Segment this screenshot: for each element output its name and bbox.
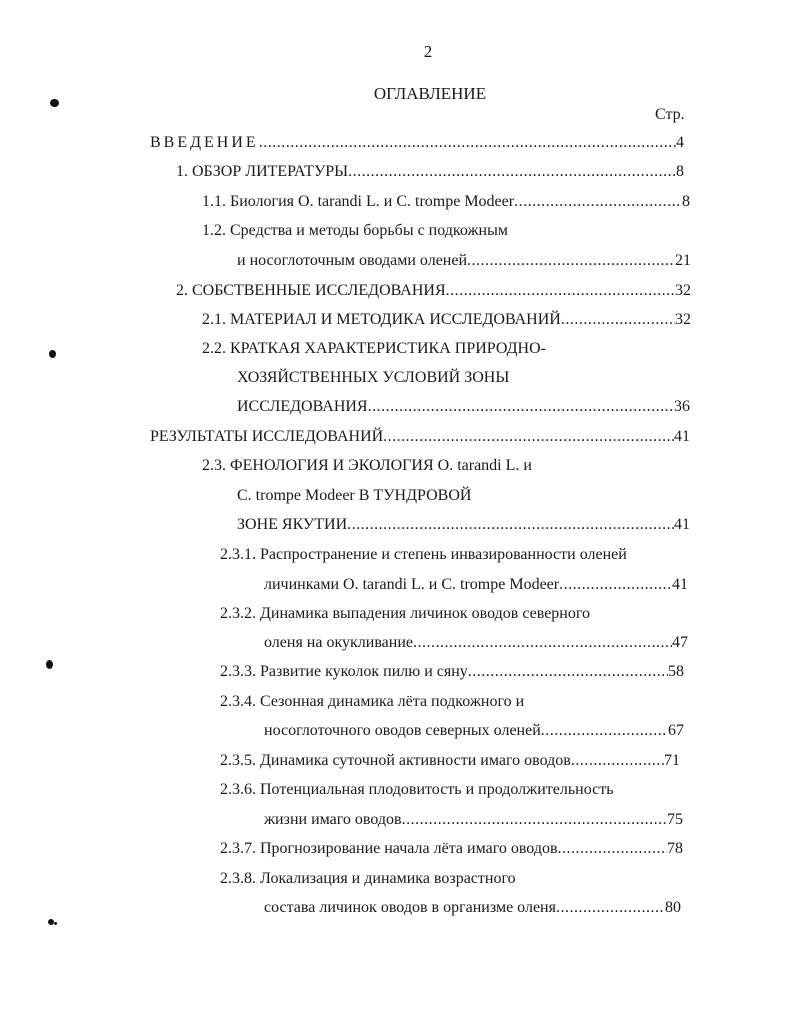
toc-leader bbox=[541, 721, 668, 741]
scan-speck bbox=[54, 922, 57, 925]
toc-entry-text: ВВЕДЕНИЕ bbox=[150, 134, 259, 151]
toc-leader bbox=[467, 251, 675, 271]
scan-speck bbox=[49, 350, 56, 358]
toc-entry bbox=[264, 721, 684, 741]
toc-entry-text: жизни имаго оводов bbox=[264, 811, 402, 828]
scan-speck bbox=[46, 660, 53, 669]
toc-entry-text: 1. ОБЗОР ЛИТЕРАТУРЫ bbox=[176, 163, 349, 180]
toc-entry bbox=[220, 692, 524, 712]
toc-entry-page: 36 bbox=[674, 398, 690, 415]
toc-entry bbox=[202, 310, 691, 330]
toc-entry-page: 75 bbox=[667, 811, 683, 828]
toc-entry-text: 2.3.3. Развитие куколок пилю и сяну bbox=[220, 663, 468, 680]
toc-entry bbox=[220, 780, 614, 800]
toc-entry-text: 2.3.5. Динамика суточной активности имаго оводов bbox=[220, 752, 571, 769]
toc-entry bbox=[237, 251, 691, 271]
toc-entry-page: 41 bbox=[674, 516, 690, 533]
toc-leader bbox=[558, 839, 667, 859]
toc-entry bbox=[264, 898, 681, 918]
toc-entry bbox=[264, 575, 688, 595]
toc-leader bbox=[413, 633, 672, 653]
toc-entry-text: РЕЗУЛЬТАТЫ ИССЛЕДОВАНИЙ bbox=[150, 428, 384, 445]
toc-entry bbox=[202, 456, 532, 476]
toc-entry-text: 1.1. Биология O. tarandi L. и C. trompe Modeer bbox=[202, 193, 515, 210]
toc-leader bbox=[468, 662, 668, 682]
toc-entry-text: ЗОНЕ ЯКУТИИ bbox=[237, 516, 348, 533]
toc-entry-text: 2. СОБСТВЕННЫЕ ИССЛЕДОВАНИЯ bbox=[176, 282, 446, 299]
toc-entry-text: состава личинок оводов в организме оленя bbox=[264, 899, 556, 916]
toc-entry-text: 2.3.2. Динамика выпадения личинок оводов северного bbox=[220, 605, 591, 622]
toc-entry-text: 2.3.6. Потенциальная плодовитость и продолжительность bbox=[220, 781, 614, 798]
toc-entry-text: и носоглоточным оводами оленей bbox=[237, 252, 468, 269]
toc-entry-text: 2.3. ФЕНОЛОГИЯ И ЭКОЛОГИЯ O. tarandi L. и bbox=[202, 457, 532, 474]
toc-entry bbox=[220, 869, 516, 889]
toc-entry-page: 71 bbox=[664, 752, 680, 769]
toc-entry bbox=[237, 486, 471, 506]
toc-entry bbox=[202, 221, 508, 241]
toc-entry-page: 41 bbox=[674, 428, 690, 445]
toc-entry bbox=[237, 397, 690, 417]
toc-leader bbox=[383, 427, 674, 447]
toc-entry bbox=[202, 339, 546, 359]
toc-entry bbox=[202, 192, 690, 212]
toc-leader bbox=[348, 162, 676, 182]
toc-entry bbox=[150, 133, 684, 153]
toc-entry bbox=[176, 281, 691, 301]
toc-leader bbox=[556, 898, 665, 918]
toc-leader bbox=[368, 397, 674, 417]
scan-speck bbox=[50, 99, 59, 107]
page-number: 2 bbox=[423, 42, 433, 61]
toc-entry-text: 2.3.1. Распространение и степень инвазированности оленей bbox=[220, 546, 627, 563]
toc-title: ОГЛАВЛЕНИЕ bbox=[373, 84, 487, 103]
toc-entry-page: 32 bbox=[675, 282, 691, 299]
toc-entry bbox=[237, 515, 690, 535]
toc-entry-page: 41 bbox=[672, 576, 688, 593]
toc-entry bbox=[220, 662, 684, 682]
toc-entry-page: 4 bbox=[676, 134, 684, 151]
toc-entry-text: 2.2. КРАТКАЯ ХАРАКТЕРИСТИКА ПРИРОДНО- bbox=[202, 340, 546, 357]
toc-entry-page: 58 bbox=[668, 663, 684, 680]
toc-entry-page: 80 bbox=[665, 899, 681, 916]
toc-entry bbox=[220, 545, 627, 565]
toc-entry-page: 47 bbox=[672, 634, 688, 651]
toc-leader bbox=[559, 575, 672, 595]
toc-entry-page: 67 bbox=[668, 722, 684, 739]
toc-leader bbox=[402, 810, 667, 830]
toc-entry-text: ИССЛЕДОВАНИЯ bbox=[237, 398, 368, 415]
toc-entry bbox=[176, 162, 684, 182]
toc-entry-text: ХОЗЯЙСТВЕННЫХ УСЛОВИЙ ЗОНЫ bbox=[237, 369, 510, 386]
toc-leader bbox=[571, 751, 664, 771]
toc-entry-text: 2.3.8. Локализация и динамика возрастного bbox=[220, 870, 516, 887]
toc-entry bbox=[220, 604, 590, 624]
page-column-label: Стр. bbox=[655, 106, 685, 123]
toc-entry-text: носоглоточного оводов северных оленей bbox=[264, 722, 541, 739]
toc-entry-page: 8 bbox=[676, 163, 684, 180]
toc-entry-page: 21 bbox=[675, 252, 691, 269]
toc-leader bbox=[347, 515, 674, 535]
toc-entry-text: 2.3.7. Прогнозирование начала лёта имаго оводов bbox=[220, 840, 558, 857]
toc-entry-text: личинками O. tarandi L. и C. trompe Modeer bbox=[264, 576, 560, 593]
toc-entry-page: 78 bbox=[667, 840, 683, 857]
toc-entry-text: оленя на окукливание bbox=[264, 634, 413, 651]
toc-leader bbox=[446, 281, 675, 301]
toc-entry-page: 32 bbox=[675, 311, 691, 328]
toc-leader bbox=[514, 192, 682, 212]
toc-entry bbox=[237, 368, 509, 388]
toc-leader bbox=[259, 133, 676, 153]
toc-entry bbox=[264, 810, 683, 830]
toc-entry-text: 1.2. Средства и методы борьбы с подкожным bbox=[202, 222, 508, 239]
toc-leader bbox=[561, 310, 675, 330]
toc-entry-text: 2.3.4. Сезонная динамика лёта подкожного и bbox=[220, 693, 525, 710]
toc-entry-text: 2.1. МАТЕРИАЛ И МЕТОДИКА ИССЛЕДОВАНИЙ bbox=[202, 311, 561, 328]
toc-entry bbox=[220, 751, 680, 771]
toc-entry bbox=[150, 427, 690, 447]
toc-entry bbox=[264, 633, 688, 653]
toc-entry-text: C. trompe Modeer В ТУНДРОВОЙ bbox=[237, 487, 472, 504]
toc-entry-page: 8 bbox=[682, 193, 690, 210]
toc-entry bbox=[220, 839, 683, 859]
